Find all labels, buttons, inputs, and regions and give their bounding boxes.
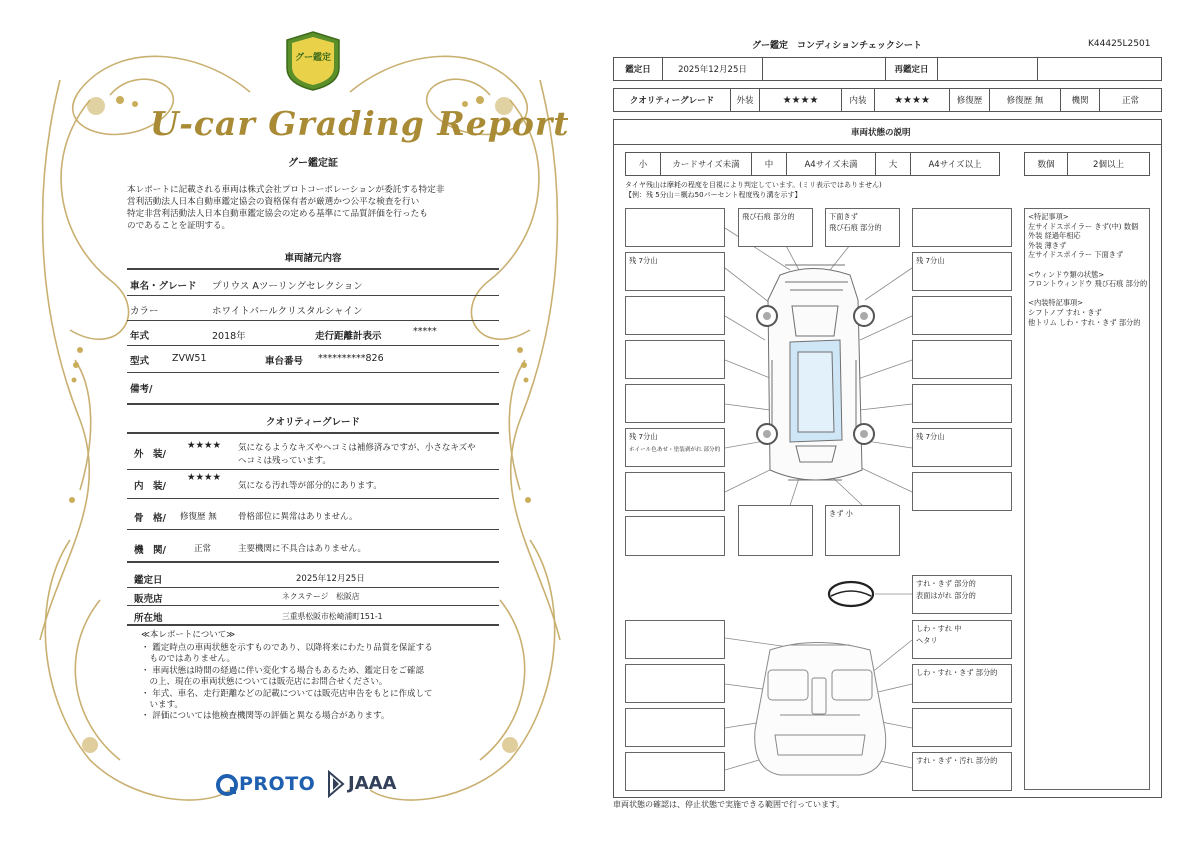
exterior-note-box xyxy=(625,516,725,556)
mileage-value: ***** xyxy=(413,326,437,337)
exterior-note-box xyxy=(912,340,1012,379)
address-label: 所在地 xyxy=(134,613,163,624)
special-note: 外装 経過年相応 xyxy=(1028,231,1081,241)
exterior-note-box xyxy=(625,428,725,467)
tire-remaining-front-right: 残 7分山 xyxy=(916,256,945,265)
tire-note-example: 【例：残 5分山＝概ね50パーセント程度残り溝を示す】 xyxy=(625,191,802,199)
special-note-spacer xyxy=(1028,289,1147,299)
note-line: ものではありません。 xyxy=(141,654,236,665)
tire-remaining-front-left: 残 7分山 xyxy=(629,256,658,265)
seat-note: しわ・すれ 中 xyxy=(916,624,962,633)
rear-interior-note: すれ・きず・汚れ 部分的 xyxy=(916,756,998,765)
interior-note-box xyxy=(625,664,725,703)
intro-line: のであることを証明する。 xyxy=(127,221,231,231)
exterior-note-box xyxy=(625,340,725,379)
exterior-note-box xyxy=(912,428,1012,467)
model-value: ZVW51 xyxy=(172,353,207,364)
rear-note: きず 小 xyxy=(829,509,853,518)
intro-line: 特定非営利活動法人日本自動車鑑定協会の定める基準にて品質評価を行ったも xyxy=(127,209,428,219)
exterior-comment: ヘコミは残っています。 xyxy=(238,456,331,466)
repair-history-value: 修復歴 無 xyxy=(989,88,1061,112)
exterior-grade-label: 外 装/ xyxy=(134,449,166,460)
interior-grade-label: 内 装/ xyxy=(134,481,166,492)
interior-stars: ★★★★ xyxy=(187,472,222,483)
note-line: ・ 評価については他検査機関等の評価と異なる場合があります。 xyxy=(141,711,390,722)
interior-note-box xyxy=(625,752,725,791)
document-id: K44425L2501 xyxy=(1088,39,1151,49)
car-name-label: 車名・グレード xyxy=(130,281,197,292)
address-value: 三重県松阪市松崎浦町151-1 xyxy=(282,612,383,621)
special-note: シフトノブ すれ・きず xyxy=(1028,307,1102,317)
color-label: カラー xyxy=(130,306,159,317)
special-notes-list xyxy=(1028,212,1147,327)
exterior-note-box xyxy=(738,505,813,556)
special-notes-title: <特記事項> xyxy=(1028,212,1069,221)
special-note: <内装特記事項> xyxy=(1028,298,1084,308)
size-small-value: カードサイズ未満 xyxy=(660,152,752,176)
special-note-spacer xyxy=(1028,260,1147,270)
exterior-note-box xyxy=(825,505,900,556)
engine-grade-label: 機 関/ xyxy=(134,545,166,556)
car-interior-view-icon xyxy=(755,643,886,776)
store-value: ネクステージ 松阪店 xyxy=(282,592,360,601)
quality-grade-label: クオリティーグレード xyxy=(613,88,731,112)
note-line: の上、現在の車両状態については販売店にお問合せください。 xyxy=(141,677,388,688)
proto-text: PROTO xyxy=(239,773,316,795)
exterior-note-box xyxy=(825,208,900,247)
mileage-label: 走行距離計表示 xyxy=(315,331,382,342)
interior-note-box xyxy=(625,620,725,659)
interior-comment: 気になる汚れ等が部分的にあります。 xyxy=(238,481,382,491)
note-line: ・ 年式、車名、走行距離などの記載については販売店申告をもとに作成して xyxy=(141,688,433,699)
note-line: ・ 鑑定時点の車両状態を示すものであり、以降将来にわたり品質を保証する xyxy=(141,643,433,653)
repair-history-label: 修復歴 xyxy=(949,88,990,112)
chassis-label: 車台番号 xyxy=(265,356,304,367)
exterior-note-box xyxy=(738,208,813,247)
special-note: <ウィンドウ類の状態> xyxy=(1028,269,1105,279)
frame-value: 修復歴 無 xyxy=(180,512,217,522)
tire-remaining-rear-left: 残 7分山 xyxy=(629,432,658,441)
interior-note-box xyxy=(912,752,1012,791)
certificate-subtitle: グー鑑定証 xyxy=(288,158,338,169)
appraisal-date-label: 鑑定日 xyxy=(134,575,163,586)
sheet-title: グー鑑定 コンディションチェックシート xyxy=(752,41,922,51)
exterior-note-box xyxy=(625,252,725,291)
exterior-note-box xyxy=(625,296,725,335)
exterior-note-box xyxy=(912,472,1012,511)
exterior-note-box xyxy=(912,296,1012,335)
appraisal-date-value: 2025年12月25日 xyxy=(662,57,763,81)
special-note: 外装 薄きず xyxy=(1028,240,1067,250)
appraisal-date-value: 2025年12月25日 xyxy=(296,574,365,584)
steering-note: 表面はがれ 部分的 xyxy=(916,591,976,600)
frame-grade-label: 骨 格/ xyxy=(134,513,166,524)
sheet-footer-note: 車両状態の確認は、停止状態で実施できる範囲で行っています。 xyxy=(613,800,845,809)
exterior-label: 外装 xyxy=(730,88,760,112)
report-title: U-car Grading Report xyxy=(150,104,570,143)
interior-note-box xyxy=(912,575,1012,614)
year-label: 年式 xyxy=(130,331,150,342)
exterior-comment: 気になるようなキズやヘコミは補修済みですが、小さなキズや xyxy=(238,443,476,453)
car-top-view-icon xyxy=(768,265,862,480)
exterior-stars: ★★★★ xyxy=(187,440,222,451)
note-line: ・ 車両状態は時間の経過に伴い変化する場合もあるため、鑑定日をご確認 xyxy=(141,665,424,676)
special-note: 他トリム しわ・すれ・きず 部分的 xyxy=(1028,317,1141,327)
intro-line: 営利活動法人日本自動車鑑定協会の資格保有者が厳選かつ公平な検査を行い xyxy=(127,197,420,207)
steering-note: すれ・きず 部分的 xyxy=(916,579,976,588)
count-value: 2個以上 xyxy=(1067,152,1150,176)
seat-note: ヘタリ xyxy=(916,636,938,645)
color-value: ホワイトパールクリスタルシャイン xyxy=(212,306,363,317)
special-note: フロントウィンドウ 飛び石痕 部分的 xyxy=(1028,279,1148,289)
exterior-note-box xyxy=(912,252,1012,291)
engine-value: 正常 xyxy=(194,544,212,554)
size-small-label: 小 xyxy=(625,152,661,176)
engine-comment: 主要機関に不具合はありません。 xyxy=(238,544,367,554)
size-large-value: A4サイズ以上 xyxy=(910,152,1000,176)
count-label: 数個 xyxy=(1024,152,1068,176)
underside-note: 飛び石痕 部分的 xyxy=(829,223,882,232)
size-mid-value: A4サイズ未満 xyxy=(786,152,876,176)
interior-note-box xyxy=(912,620,1012,659)
grade-section-title: クオリティーグレード xyxy=(265,417,361,428)
exterior-stars: ★★★★ xyxy=(759,88,842,112)
tire-remaining-rear-right: 残 7分山 xyxy=(916,432,945,441)
interior-label: 内装 xyxy=(841,88,875,112)
front-note: 飛び石痕 部分的 xyxy=(742,212,795,221)
interior-note-box xyxy=(912,708,1012,747)
intro-line: 本レポートに記載される車両は株式会社プロトコーポレーションが委託する特定非 xyxy=(127,185,445,195)
note-line: います。 xyxy=(141,700,183,711)
badge-text: グー鑑定 xyxy=(294,53,331,63)
frame-comment: 骨格部位に異常はありません。 xyxy=(238,512,358,522)
exterior-note-box xyxy=(625,472,725,511)
steering-wheel-icon xyxy=(829,582,873,606)
exterior-note-box xyxy=(625,384,725,423)
engine-value: 正常 xyxy=(1099,88,1162,112)
remarks-label: 備考/ xyxy=(130,384,153,395)
exterior-note-box xyxy=(625,208,725,247)
store-label: 販売店 xyxy=(134,594,163,605)
year-value: 2018年 xyxy=(212,331,246,342)
special-note: 左サイドスポイラー きず(中) 数個 xyxy=(1028,221,1139,231)
tire-note: タイヤ残山は摩耗の程度を目視により判定しています。(ミリ表示ではありません) xyxy=(625,181,882,189)
chassis-value: **********826 xyxy=(318,353,384,364)
interior-note-box xyxy=(625,708,725,747)
jaaa-text: JAAA xyxy=(348,773,397,794)
reappraisal-date-label: 再鑑定日 xyxy=(885,57,938,81)
interior-note-box xyxy=(912,664,1012,703)
underside-note: 下面きず xyxy=(829,212,858,221)
model-label: 型式 xyxy=(130,356,150,367)
special-notes-box xyxy=(1024,208,1150,790)
wheel-note: ホイール色あせ・塗装剥がれ 部分的 xyxy=(629,447,721,453)
engine-label: 機関 xyxy=(1060,88,1100,112)
interior-stars: ★★★★ xyxy=(874,88,950,112)
exterior-note-box xyxy=(912,384,1012,423)
notes-title: ≪本レポートについて≫ xyxy=(141,630,236,640)
exterior-note-box xyxy=(912,208,1012,247)
appraisal-date-label: 鑑定日 xyxy=(613,57,663,81)
size-large-label: 大 xyxy=(875,152,911,176)
special-note: 左サイドスポイラー 下面きず xyxy=(1028,250,1124,260)
size-mid-label: 中 xyxy=(751,152,787,176)
seat-note: しわ・すれ・きず 部分的 xyxy=(916,668,998,677)
section-title: 車両状態の説明 xyxy=(851,128,911,138)
car-name-value: プリウス Aツーリングセレクション xyxy=(212,281,363,292)
spec-section-title: 車両諸元内容 xyxy=(284,253,342,264)
